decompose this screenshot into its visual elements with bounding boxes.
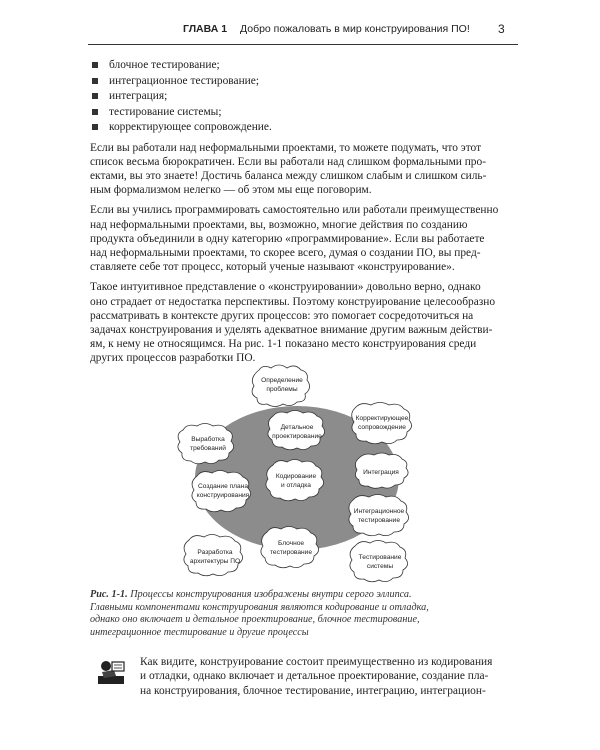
blob-label: Интеграция	[363, 469, 399, 476]
page-number: 3	[498, 22, 505, 36]
blob-label: Выработка	[191, 436, 225, 443]
paragraph-1: Если вы работали над неформальными проектами, то можете подумать, что этот список весьма бюрократичен. Если вы работали над слишком формальными про- ектами, вы это знаете! Достичь баланса между слишком слабым и слишком силь- ным формализмом нелегко — об этом мы еще поговорим.	[90, 141, 487, 197]
blob-label: Определение	[261, 377, 303, 384]
blob-label: тестирование	[269, 549, 313, 556]
closing-paragraph: Как видите, конструирование состоит преимущественно из кодирования и отладки, однако включает и детальное проектирование, создание пла- на конструирования, блочное тестирование, интеграцию, интеграцион-	[140, 656, 493, 697]
bullet-square-icon	[92, 78, 98, 84]
bullet-square-icon	[92, 124, 98, 130]
blob-label: Создание плана	[198, 483, 248, 490]
header-rule	[88, 44, 518, 45]
list-item: корректирующее сопровождение.	[90, 120, 518, 136]
bullet-square-icon	[92, 93, 98, 99]
blob-architecture	[184, 535, 243, 576]
blob-requirements	[178, 424, 234, 464]
blob-label: Разработка	[197, 549, 233, 556]
bullet-square-icon	[92, 62, 98, 68]
process-diagram	[175, 360, 445, 585]
figure-caption: Рис. 1-1. Процессы конструирования изображены внутри серого эллипса. Главными компонентами конструирования являются кодирование и отладка, однако оно включает и детальное проектирование, блочное тестирование, интеграционное тестирование и другие процессы	[90, 589, 429, 639]
blob-label: Интеграционное	[353, 508, 405, 515]
bullet-list	[90, 58, 518, 136]
blob-coding-debugging	[266, 460, 324, 501]
blob-integration	[355, 453, 408, 488]
blob-label: Корректирующее	[355, 415, 409, 422]
blob-label: сопровождение	[358, 424, 406, 431]
blob-label: конструирования	[196, 492, 250, 499]
blob-unit-testing	[261, 527, 319, 568]
blob-system-testing	[350, 541, 408, 582]
blob-label: Детальное	[280, 424, 314, 431]
blob-integration-testing	[349, 495, 409, 536]
blob-label: требований	[190, 445, 226, 452]
blob-label: Тестирование	[358, 554, 402, 561]
caption-label: Рис. 1-1.	[90, 589, 128, 600]
blob-construction-planning	[192, 471, 251, 512]
chapter-title: Добро пожаловать в мир конструирования ПО!	[240, 23, 470, 35]
blob-label: системы	[366, 563, 394, 570]
blob-label: и отладка	[281, 482, 311, 489]
blob-label: проблемы	[266, 386, 298, 393]
blob-label: Блочное	[277, 540, 305, 547]
list-item: блочное тестирование;	[90, 58, 518, 74]
list-item: интеграция;	[90, 89, 518, 105]
blob-label: проектирование	[272, 433, 322, 440]
list-item: интеграционное тестирование;	[90, 74, 518, 90]
paragraph-3: Такое интуитивное представление о «конструировании» довольно верно, однако оно страдает от недостатка перспективы. Поэтому конструирование целесообразно рассматривать в контексте других процессов: это помогает сосредоточиться на задачах конструирования и уделять адекватное внимание другим важным действи- ям, к нему не относящимся. На рис. 1-1 показано место конструирования среди других процессов разработки ПО.	[90, 281, 496, 365]
figure-1-1	[175, 360, 445, 585]
paragraph-2: Если вы учились программировать самостоятельно или работали преимущественно над неформальными проектами, вы, возможно, многие действия по созданию продукта объединили в одну категорию «программирование». Если вы работаете над неформальными проектами, то скорее всего, думая о создании ПО, вы пред- ставляете себе тот процесс, который ученые называют «конструирование».	[90, 204, 499, 274]
running-header	[88, 14, 518, 36]
blob-label: Кодирование	[275, 473, 317, 480]
bullet-square-icon	[92, 109, 98, 115]
body-text	[90, 58, 518, 366]
blob-problem-definition	[252, 365, 309, 407]
list-item: тестирование системы;	[90, 105, 518, 121]
chapter-label: ГЛАВА 1	[183, 23, 228, 35]
blob-detailed-design	[268, 411, 325, 450]
blob-label: архитектуры ПО	[189, 558, 241, 565]
blob-corrective-maintenance	[352, 403, 412, 444]
blob-label: тестирование	[357, 517, 401, 524]
reader-icon	[96, 656, 128, 688]
